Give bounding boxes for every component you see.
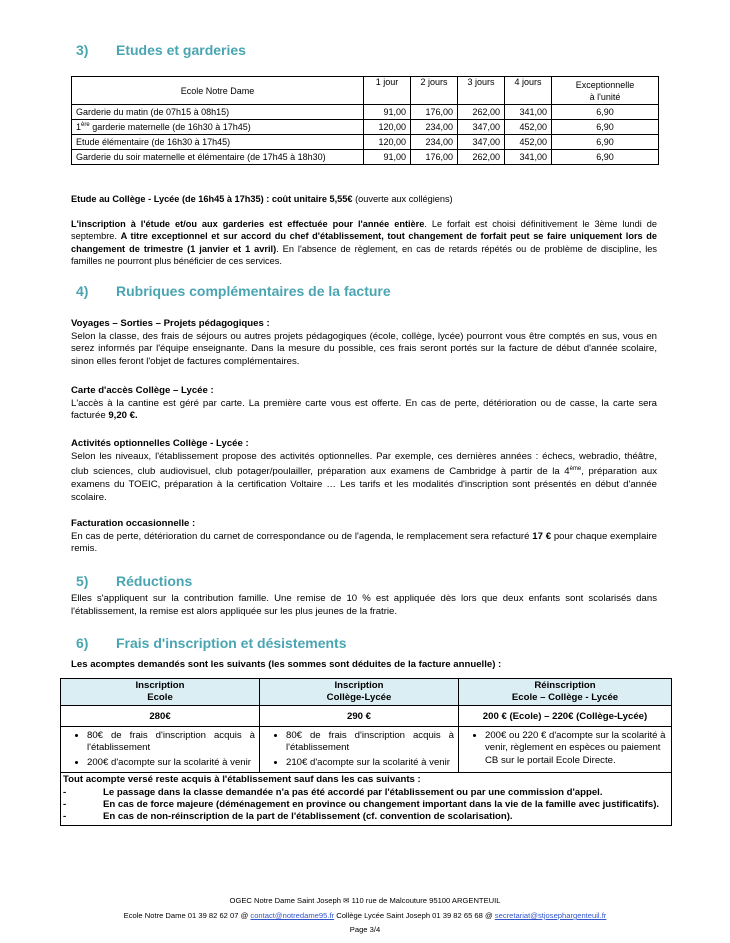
table-row: Garderie du matin (de 07h15 à 08h15) 91,00 176,00 262,00 341,00 6,90 bbox=[72, 105, 659, 120]
list-item: • 200€ ou 220 € d'acompte sur la scolarité à venir, règlement en espèces ou paiement CB sur le portail Ecole Directe. bbox=[485, 730, 667, 767]
acomptes-table: Inscription Ecole Inscription Collège-Lycée Réinscription Ecole – Collège - Lycée 280€ 290 € 200 € (Ecole) – 220€ (Collège-Lycée) • 80€ de frais d'inscription acquis à l'établissement • 200€ d'acompte sur la scolarité à venir • 80€ de frais d'inscription acquis à l'établissement • 210€ d'acompte sur la scolarité à venir • 200€ ou 220 € d'acompte sur la scolarité à venir, règlement en espèces ou paiement CB sur le portail Ecole Directe. Tout acompte versé reste acquis à l'établissement sauf dans les cas suivants : - Le passage dans la classe demandée n'a pas été accordé par l'établissement ou par une commission d'appel. - En cas de force majeure (déménagement en province ou changement important dans la vie de la famille avec justificatifs). - En cas de non-réinscription de la part de l'établissement (cf. convention de scolarisation). bbox=[60, 678, 672, 826]
etude-college-line: Etude au Collège - Lycée (de 16h45 à 17h35) : coût unitaire 5,55€ (ouverte aux collégiens) bbox=[71, 194, 453, 204]
list-item: • 80€ de frais d'inscription acquis à l'établissement bbox=[87, 730, 255, 755]
acomptes-intro: Les acomptes demandés sont les suivants (les sommes sont déduites de la facture annuelle) : bbox=[71, 659, 502, 670]
contact-link-college[interactable]: secretariat@stjosephargenteuil.fr bbox=[494, 911, 607, 920]
footer-address: OGEC Notre Dame Saint Joseph ✉ 110 rue de Malcouture 95100 ARGENTEUIL bbox=[229, 896, 501, 905]
table-row: Garderie du soir maternelle et élémentaire (de 17h45 à 18h30) 91,00 176,00 262,00 341,00 6,90 bbox=[72, 150, 659, 165]
table-row: 1ère garderie maternelle (de 16h30 à 17h45) 120,00 234,00 347,00 452,00 6,90 bbox=[72, 120, 659, 135]
page-number: Page 3/4 bbox=[349, 925, 381, 934]
section-6-heading: 6) Frais d'inscription et désistements bbox=[76, 635, 347, 651]
list-item: • 210€ d'acompte sur la scolarité à venir bbox=[286, 757, 454, 769]
price-ecole: 280€ bbox=[61, 706, 260, 727]
section-5-heading: 5) Réductions bbox=[76, 573, 193, 589]
section-4-heading: 4) Rubriques complémentaires de la facture bbox=[76, 283, 391, 299]
footer-contacts: Ecole Notre Dame 01 39 82 62 07 @ contact@notredame95.fr Collège Lycée Saint Joseph 01 39 82 65 68 @ secretariat@stjosephargenteuil.fr bbox=[123, 911, 607, 920]
acompte-note: Tout acompte versé reste acquis à l'établissement sauf dans les cas suivants : - Le passage dans la classe demandée n'a pas été accordé par l'établissement ou par une commission d'appel. - En cas de force majeure (déménagement en province ou changement important dans la vie de la famille avec justificatifs). - En cas de non-réinscription de la part de l'établissement (cf. convention de scolarisation). bbox=[61, 773, 672, 826]
mail-icon: ✉ bbox=[343, 896, 350, 905]
price-reinscription: 200 € (Ecole) – 220€ (Collège-Lycée) bbox=[459, 706, 672, 727]
voyages-block: Voyages – Sorties – Projets pédagogiques : Selon la classe, des frais de séjours ou autres projets pédagogiques (école, collège, lycée) pourront vous être comptés en sus, vous en serez informés par l'équipe enseignante. Dans la mesure du possible, ces frais seront portés sur la facture de début d'année scolaire, sinon elles feront l'objet de factures complémentaires. bbox=[71, 318, 657, 367]
section-3-heading: 3) Etudes et garderies bbox=[76, 42, 246, 58]
inscription-paragraph: L'inscription à l'étude et/ou aux garderies est effectuée pour l'année entière. Le forfait est choisi définitivement le 3ème lundi de septembre. A titre exceptionnel et sur accord du chef d'établissement, tout changement de forfait peut se faire uniquement lors de changement de trimestre (1 janvier et 1 avril). En l'absence de règlement, en cas de retards répétés ou de problème de discipline, les familles ne pourront plus bénéficier de ces services. bbox=[71, 219, 657, 267]
reductions-text: Elles s'appliquent sur la contribution famille. Une remise de 10 % est appliquée dès lors que deux enfants sont scolarisés dans l'établissement, la remise est alors appliquée sur les plus jeunes de la fratrie. bbox=[71, 593, 657, 617]
table-corner: Ecole Notre Dame bbox=[72, 77, 364, 105]
list-item: • 200€ d'acompte sur la scolarité à venir bbox=[87, 757, 255, 769]
facturation-block: Facturation occasionnelle : En cas de perte, détérioration du carnet de correspondance ou de l'agenda, le remplacement sera refacturé 17 € pour chaque exemplaire remis. bbox=[71, 518, 657, 555]
table-row: Etude élémentaire (de 16h30 à 17h45) 120,00 234,00 347,00 452,00 6,90 bbox=[72, 135, 659, 150]
list-item: • 80€ de frais d'inscription acquis à l'établissement bbox=[286, 730, 454, 755]
carte-block: Carte d'accès Collège – Lycée : L'accès à la cantine est géré par carte. La première carte vous est offerte. En cas de perte, détérioration ou de casse, la carte sera facturée 9,20 €. bbox=[71, 385, 657, 422]
garderie-price-table: Ecole Notre Dame 1 jour 2 jours 3 jours 4 jours Exceptionnelle à l'unité Garderie du matin (de 07h15 à 08h15) 91,00 176,00 262,00 341,00 6,90 1ère garderie maternelle (de 16h30 à 17h45) 120,00 234,00 347,00 452,00 6,90 Etude élémentaire (de 16h30 à 17h45) 120,00 234,00 347,00 452,00 6,90 Garderie du soir maternelle et élémentaire (de 17h45 à 18h30) 91,00 176,00 262,00 341,00 6,90 bbox=[71, 76, 659, 165]
activites-block: Activités optionnelles Collège - Lycée : Selon les niveaux, l'établissement propose des activités optionnelles. Par exemple, ces dernières années : échecs, webradio, théâtre, club sciences, club audiovisuel, club potager/poulailler, préparation aux examens de Cambridge à partir de la 4ème, préparation aux examens du TOEIC, préparation à la certification Voltaire … Les tarifs et les modalités d'inscription sont présentés en début d'année scolaire. bbox=[71, 438, 658, 503]
price-college: 290 € bbox=[260, 706, 459, 727]
contact-link-ecole[interactable]: contact@notredame95.fr bbox=[250, 911, 335, 920]
